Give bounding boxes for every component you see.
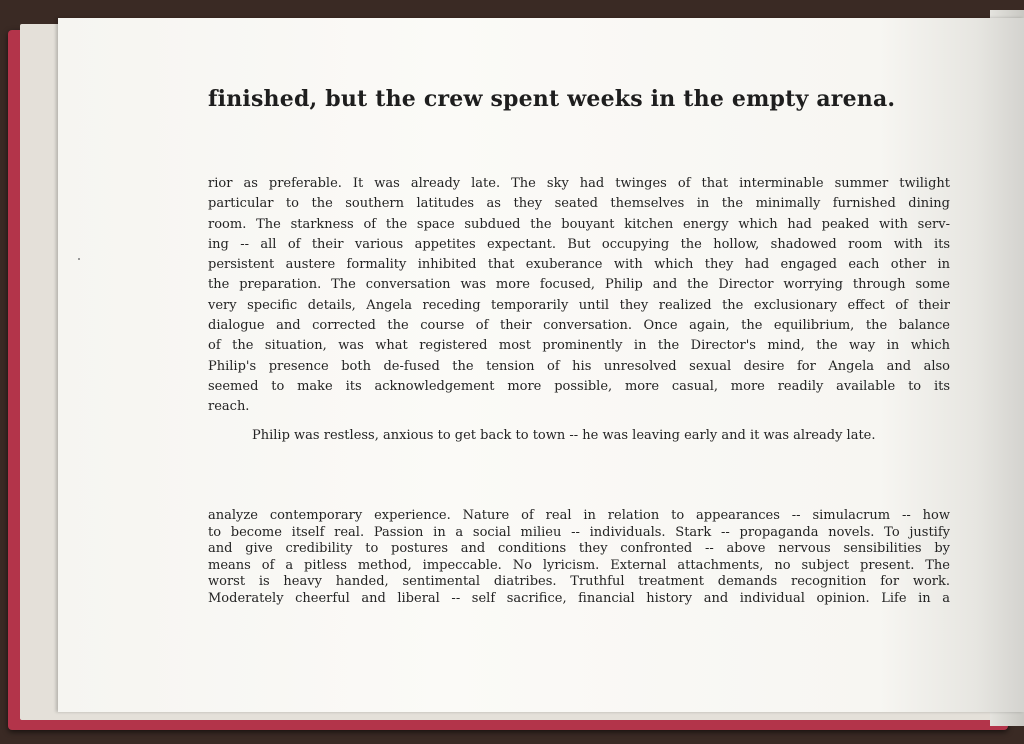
- text-line: of the situation, was what registered most prominently in the Director's mind, the way in which: [208, 338, 950, 354]
- text-line: very specific details, Angela receding temporarily until they realized the exclusionary effect of their: [208, 297, 950, 313]
- text-line: to become itself real. Passion in a social milieu -- individuals. Stark -- propaganda novels. To justify: [208, 524, 950, 540]
- text-line: analyze contemporary experience. Nature of real in relation to appearances -- simulacrum -- how: [208, 508, 950, 523]
- text-line: particular to the southern latitudes as they seated themselves in the minimally furnished dining: [208, 196, 950, 212]
- page-heading: finished, but the crew spent weeks in the empty arena.: [208, 86, 896, 112]
- text-line: Philip was restless, anxious to get back to town -- he was leaving early and it was already late.: [252, 428, 876, 443]
- text-line: the preparation. The conversation was more focused, Philip and the Director worrying through some: [208, 277, 950, 293]
- text-line: dialogue and corrected the course of their conversation. Once again, the equilibrium, the balance: [208, 318, 950, 334]
- paragraph-3: [208, 508, 950, 608]
- text-line: rior as preferable. It was already late. The sky had twinges of that interminable summer twilight: [208, 176, 950, 191]
- text-line: worst is heavy handed, sentimental diatribes. Truthful treatment demands recognition for work.: [208, 574, 950, 590]
- text-line: and give credibility to postures and conditions they confronted -- above nervous sensibilities by: [208, 541, 950, 557]
- paragraph-2: [208, 426, 950, 446]
- page-mark: [78, 258, 80, 260]
- text-line: reach.: [208, 399, 250, 415]
- text-line: room. The starkness of the space subdued the bouyant kitchen energy which had peaked with serv-: [208, 216, 950, 232]
- text-line: Moderately cheerful and liberal -- self sacrifice, financial history and individual opinion. Life in a: [208, 590, 950, 606]
- paragraph-1: [208, 174, 950, 418]
- text-line: ing -- all of their various appetites expectant. But occupying the hollow, shadowed room with its: [208, 236, 950, 252]
- text-line: Philip's presence both de-fused the tension of his unresolved sexual desire for Angela and also: [208, 358, 950, 374]
- text-line: seemed to make its acknowledgement more possible, more casual, more readily available to its: [208, 378, 950, 394]
- text-line: persistent austere formality inhibited that exuberance with which they had engaged each other in: [208, 257, 950, 273]
- text-line: means of a pitless method, impeccable. No lyricism. External attachments, no subject present. The: [208, 557, 950, 573]
